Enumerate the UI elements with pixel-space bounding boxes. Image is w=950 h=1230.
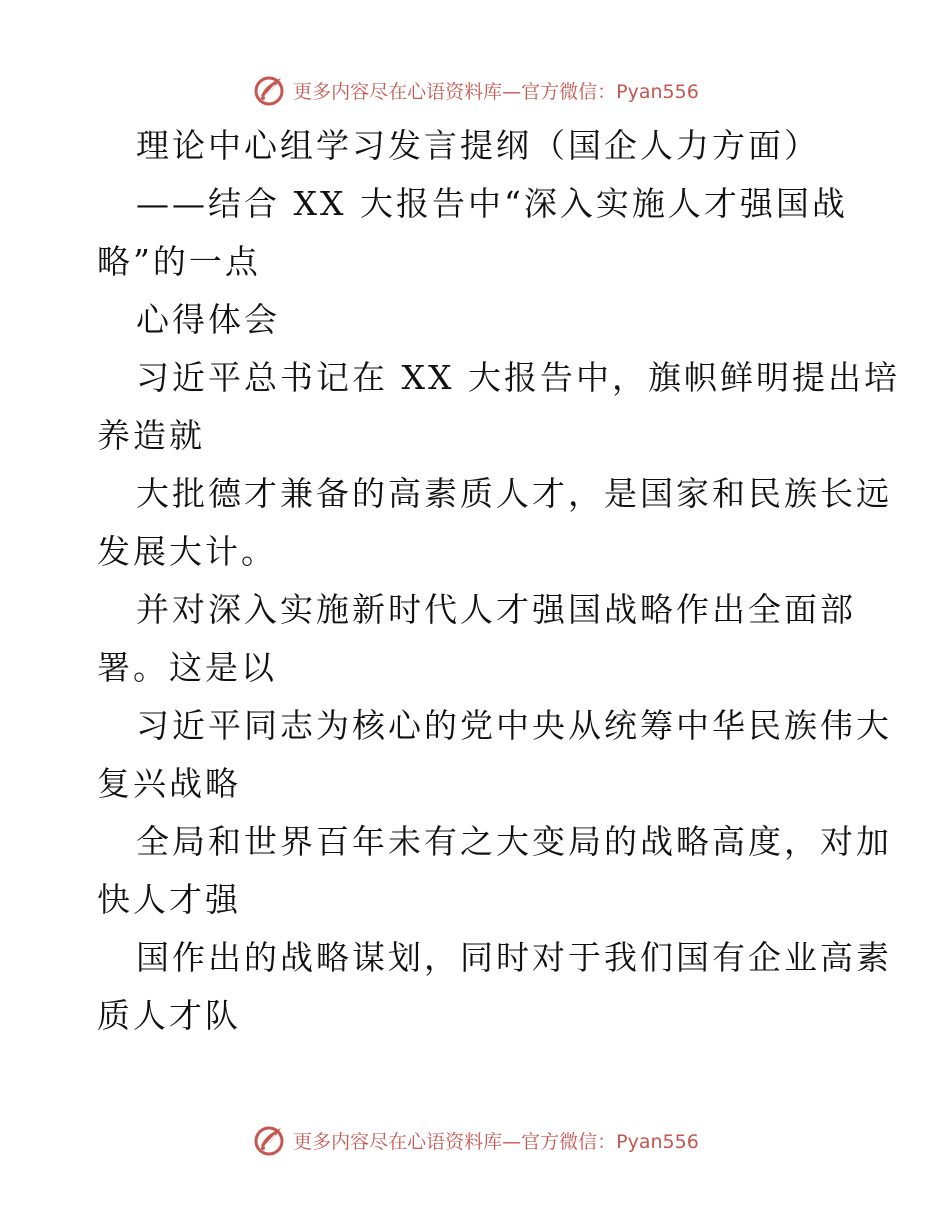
quill-swirl-logo-icon: [251, 1122, 287, 1158]
doc-subtitle-line-3: 心得体会: [136, 300, 280, 339]
header-watermark: [0, 70, 950, 110]
watermark-text: 更多内容尽在心语资料库—官方微信：Pyan556: [293, 80, 699, 103]
footer-watermark: [0, 1120, 950, 1160]
paragraph-line: 快人才强: [97, 880, 241, 919]
paragraph-line: 发展大计。: [97, 532, 277, 571]
paragraph-line: 国作出的战略谋划，同时对于我们国有企业高素: [136, 938, 892, 977]
watermark-text: 更多内容尽在心语资料库—官方微信：Pyan556: [293, 1130, 699, 1153]
paragraph-line: 全局和世界百年未有之大变局的战略高度，对加: [136, 822, 892, 861]
paragraph-line: 质人才队: [97, 996, 241, 1035]
paragraph-line: 并对深入实施新时代人才强国战略作出全面部: [136, 590, 856, 629]
doc-subtitle-line-1: ——结合 XX 大报告中“深入实施人才强国战: [136, 184, 848, 223]
paragraph-line: 养造就: [97, 416, 205, 455]
doc-title: 理论中心组学习发言提纲（国企人力方面）: [136, 126, 820, 165]
paragraph-line: 习近平总书记在 XX 大报告中，旗帜鲜明提出培: [136, 358, 900, 397]
doc-subtitle-line-2: 略”的一点: [97, 242, 261, 281]
paragraph-line: 大批德才兼备的高素质人才，是国家和民族长远: [136, 474, 892, 513]
paragraph-line: 署。这是以: [97, 648, 277, 687]
quill-swirl-logo-icon: [251, 72, 287, 108]
paragraph-line: 复兴战略: [97, 764, 241, 803]
paragraph-line: 习近平同志为核心的党中央从统筹中华民族伟大: [136, 706, 892, 745]
